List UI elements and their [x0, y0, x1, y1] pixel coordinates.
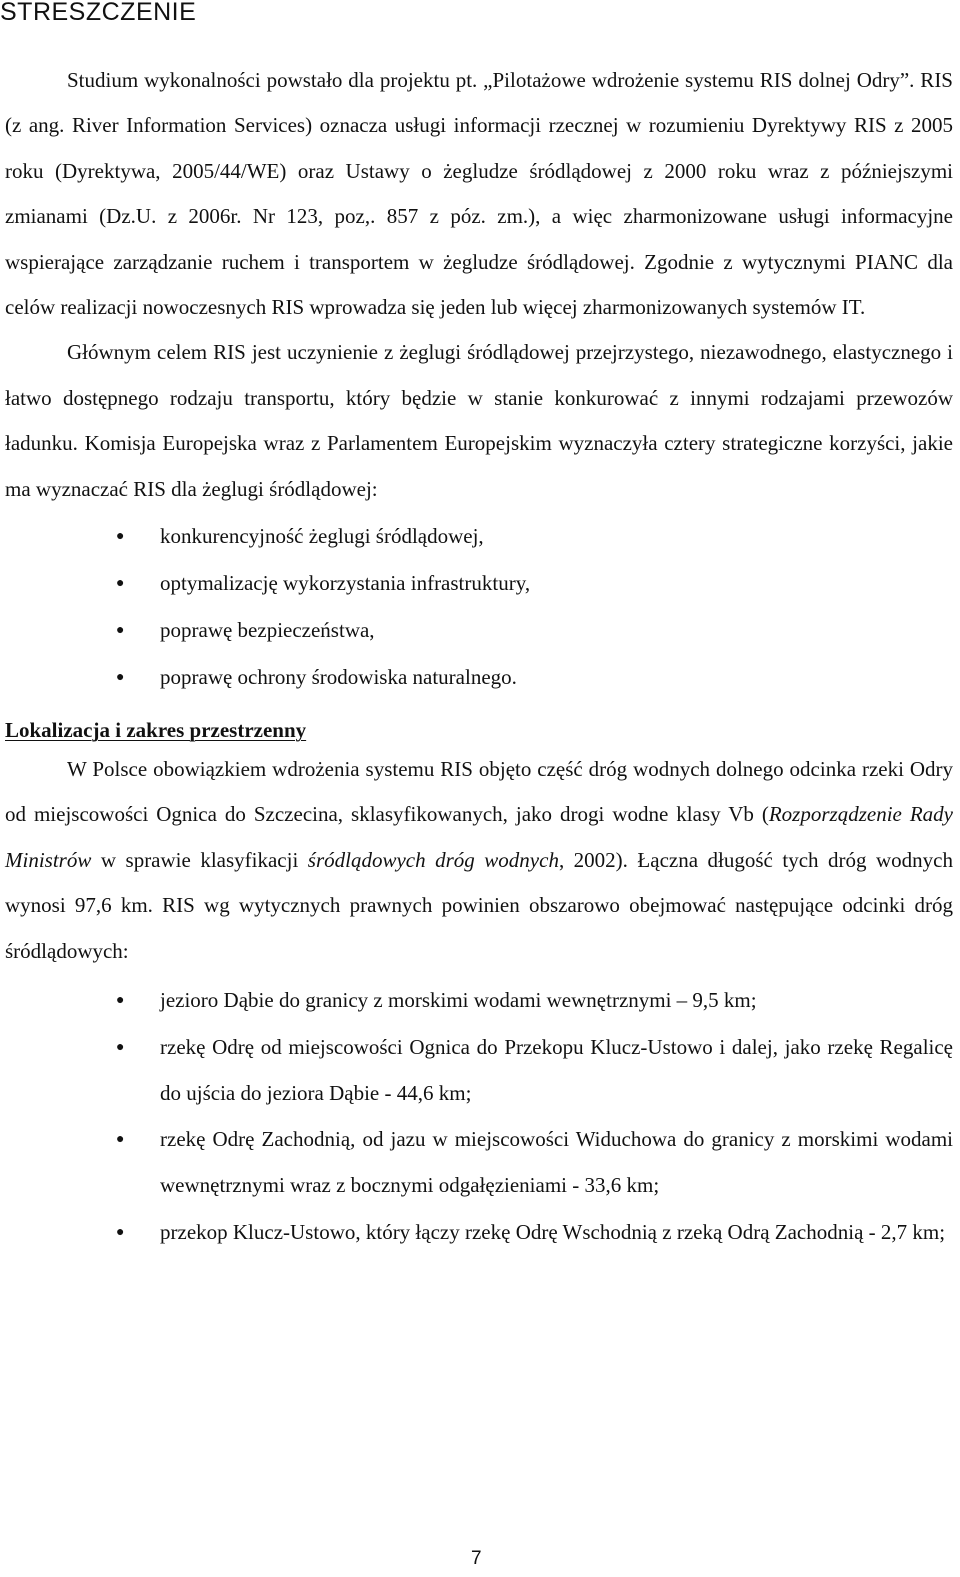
paragraph-location — [5, 747, 953, 974]
list-item — [5, 978, 953, 1024]
list-item — [5, 1025, 953, 1117]
bullet-icon: ● — [116, 1132, 125, 1148]
document-heading: STRESZCZENIE — [0, 0, 197, 26]
list-item — [5, 1117, 953, 1209]
list-item — [5, 654, 953, 701]
bullet-icon: ● — [116, 576, 125, 592]
list-item-text: jezioro Dąbie do granicy z morskimi wodami wewnętrznymi – 9,5 km; — [160, 988, 757, 1013]
document-body — [5, 58, 953, 1256]
page-number: 7 — [471, 1548, 482, 1569]
bullet-icon: ● — [116, 623, 125, 639]
citation-title: Rozporządzenie Rady Ministrów — [5, 802, 953, 872]
section-heading: Lokalizacja i zakres przestrzenny — [5, 718, 307, 743]
bullet-icon: ● — [116, 1039, 125, 1055]
list-item — [5, 513, 953, 560]
list-item-text: przekop Klucz-Ustowo, który łączy rzekę Odrę Wschodnią z rzeką Odrą Zachodnią - 2,7 km; — [160, 1220, 946, 1245]
bullet-icon: ● — [116, 529, 125, 545]
paragraph-text: w sprawie klasyfikacji — [91, 847, 308, 872]
list-item-text: rzekę Odrę od miejscowości Ognica do Przekopu Klucz-Ustowo i dalej, jako rzekę Regalicę do ujścia do jeziora Dąbie - 44,6 km; — [160, 1034, 953, 1105]
waterway-sections-list — [5, 978, 953, 1256]
citation-title: śródlądowych dróg wodnych — [307, 847, 559, 872]
paragraph-intro: Studium wykonalności powstało dla projektu pt. „Pilotażowe wdrożenie systemu RIS dolnej Odry”. RIS (z ang. River Information Services) oznacza usługi informacji rzecznej w rozumieniu Dyrektywy RIS z 2005 roku (Dyrektywa, 2005/44/WE) oraz Ustawy o żegludze śródlądowej z 2000 roku wraz z późniejszymi zmianami (Dz.U. z 2006r. Nr 123, poz,. 857 z póz. zm.), a więc zharmonizowane usługi informacyjne wspierające zarządzanie ruchem i transportem w żegludze śródlądowej. Zgodnie z wytycznymi PIANC dla celów realizacji nowoczesnych RIS wprowadza się jeden lub więcej zharmonizowanych systemów IT. — [5, 68, 953, 320]
list-item-text: optymalizację wykorzystania infrastruktury, — [160, 571, 531, 596]
bullet-icon: ● — [116, 993, 125, 1009]
bullet-icon: ● — [116, 670, 125, 686]
list-item-text: poprawę bezpieczeństwa, — [160, 618, 375, 643]
list-item-text: rzekę Odrę Zachodnią, od jazu w miejscowości Widuchowa do granicy z morskimi wodami wewnętrznymi wraz z bocznymi odgałęzieniami - 33,6 km; — [160, 1127, 953, 1198]
list-item-text: poprawę ochrony środowiska naturalnego. — [160, 665, 517, 690]
list-item — [5, 607, 953, 654]
paragraph-text: , 2002). Łączna długość tych dróg wodnych wynosi 97,6 km. RIS wg wytycznych prawnych powinien obszarowo obejmować następujące odcinki dróg śródlądowych: — [5, 847, 953, 963]
benefits-list — [5, 513, 953, 701]
bullet-icon: ● — [116, 1225, 125, 1241]
list-item — [5, 560, 953, 607]
paragraph-main-goal: Głównym celem RIS jest uczynienie z żeglugi śródlądowej przejrzystego, niezawodnego, elastycznego i łatwo dostępnego rodzaju transportu, który będzie w stanie konkurować z innymi rodzajami przewozów ładunku. Komisja Europejska wraz z Parlamentem Europejskim wyznaczyła cztery strategiczne korzyści, jakie ma wyznaczać RIS dla żeglugi śródlądowej: — [5, 340, 953, 501]
list-item-text: konkurencyjność żeglugi śródlądowej, — [160, 524, 484, 549]
list-item — [5, 1210, 953, 1256]
paragraph-text: W Polsce obowiązkiem wdrożenia systemu RIS objęto część dróg wodnych dolnego odcinka rzeki Odry od miejscowości Ognica do Szczecina, sklasyfikowanych, jako drogi wodne klasy Vb ( — [5, 757, 953, 827]
